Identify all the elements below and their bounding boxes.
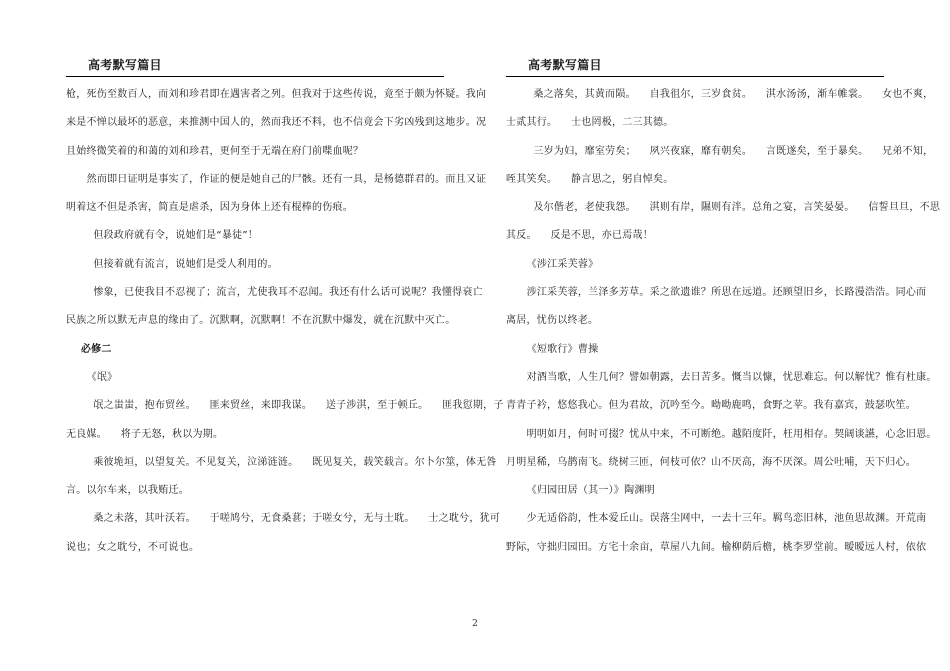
left-page-header: 高考默写篇目	[66, 58, 444, 77]
text-line: 对酒当歌，人生几何？譬如朝露，去日苦多。慨当以慷，忧思难忘。何以解忧？惟有杜康。	[506, 371, 937, 383]
text-line: 枪，死伤至数百人，而刘和珍君即在遇害者之列。但我对于这些传说，竟至于颇为怀疑。我向	[66, 89, 487, 100]
text-line: 乘彼垝垣，以望复关。不见复关，泣涕涟涟。 既见复关，载笑载言。尔卜尔筮，体无咎	[66, 456, 497, 468]
text-line: 桑之未落，其叶沃若。 于嗟鸠兮，无食桑葚；于嗟女兮，无与士耽。 士之耽兮，犹可	[66, 513, 501, 525]
text-line: 言。以尔车来，以我贿迁。	[66, 485, 189, 497]
text-line: 少无适俗韵，性本爱丘山。误落尘网中，一去十三年。羁鸟恋旧林，池鱼思故渊。开荒南	[506, 513, 927, 525]
text-line: 离居，忧伤以终老。	[506, 315, 599, 327]
text-line: 涉江采芙蓉，兰泽多芳草。采之欲遗谁？所思在远道。还顾望旧乡，长路漫浩浩。同心而	[506, 287, 927, 299]
text-line: 野际，守拙归园田。方宅十余亩，草屋八九间。榆柳荫后檐，桃李罗堂前。暧暧远人村，依依	[506, 541, 927, 553]
right-page-header: 高考默写篇目	[506, 58, 884, 77]
text-line: 其反。 反是不思，亦已焉哉！	[506, 230, 653, 242]
text-line: 无良媒。 将子无怒，秋以为期。	[66, 428, 224, 440]
text-line: 桑之落矣，其黄而陨。 自我徂尔，三岁食贫。 淇水汤汤，渐车帷裳。 女也不爽，	[506, 89, 934, 100]
page-number: 2	[472, 619, 478, 629]
text-line: 三岁为妇，靡室劳矣； 夙兴夜寐，靡有朝矣。 言既遂矣，至于暴矣。 兄弟不知，	[506, 145, 934, 157]
left-column	[66, 58, 504, 569]
poem-title: 《短歌行》曹操	[506, 343, 599, 355]
text-line: 惨象，已使我目不忍视了；流言，尤使我耳不忍闻。我还有什么话可说呢？我懂得衰亡	[66, 287, 483, 299]
poem-title: 《涉江采芙蓉》	[506, 258, 599, 270]
text-line: 说也；女之耽兮，不可说也。	[66, 541, 200, 553]
section-heading: 必修二	[66, 343, 112, 355]
text-line: 士贰其行。 士也罔极，二三其德。	[506, 117, 674, 129]
text-line: 但段政府就有令，说她们是“暴徒”！	[66, 230, 259, 242]
text-line: 但接着就有流言，说她们是受人利用的。	[66, 258, 278, 270]
text-line: 然而即日证明是事实了，作证的便是她自己的尸骸。还有一具，是杨德群君的。而且又证	[66, 173, 487, 185]
text-line: 来是不惮以最坏的恶意，来推测中国人的，然而我还不料，也不信竟会下劣凶残到这地步。况	[66, 117, 487, 129]
text-line: 青青子衿，悠悠我心。但为君故，沉吟至今。呦呦鹿鸣，食野之苹。我有嘉宾，鼓瑟吹笙。	[506, 400, 916, 412]
text-line: 月明星稀，乌鹊南飞。绕树三匝，何枝可依？山不厌高，海不厌深。周公吐哺，天下归心。	[506, 456, 916, 468]
text-line: 且始终微笑着的和蔼的刘和珍君，更何至于无端在府门前喋血呢？	[66, 145, 364, 157]
text-line: 明着这不但是杀害，简直是虐杀，因为身体上还有棍棒的伤痕。	[66, 202, 353, 214]
text-line: 民族之所以默无声息的缘由了。沉默啊，沉默啊！不在沉默中爆发，就在沉默中灭亡。	[66, 315, 456, 327]
poem-title: 《归园田居（其一）》陶渊明	[506, 485, 655, 497]
text-line: 氓之蚩蚩，抱布贸丝。 匪来贸丝，来即我谋。 送子涉淇，至于顿丘。 匪我愆期，子	[66, 400, 504, 412]
text-line: 咥其笑矣。 静言思之，躬自悼矣。	[506, 173, 674, 185]
poem-title: 《氓》	[66, 371, 118, 383]
text-line: 及尔偕老，老使我怨。 淇则有岸，隰则有泮。总角之宴，言笑晏晏。 信誓旦旦，不思	[506, 202, 941, 214]
text-line: 明明如月，何时可掇？忧从中来，不可断绝。越陌度阡，枉用相存。契阔谈讌，心念旧恩。	[506, 428, 937, 440]
right-column	[506, 58, 941, 569]
